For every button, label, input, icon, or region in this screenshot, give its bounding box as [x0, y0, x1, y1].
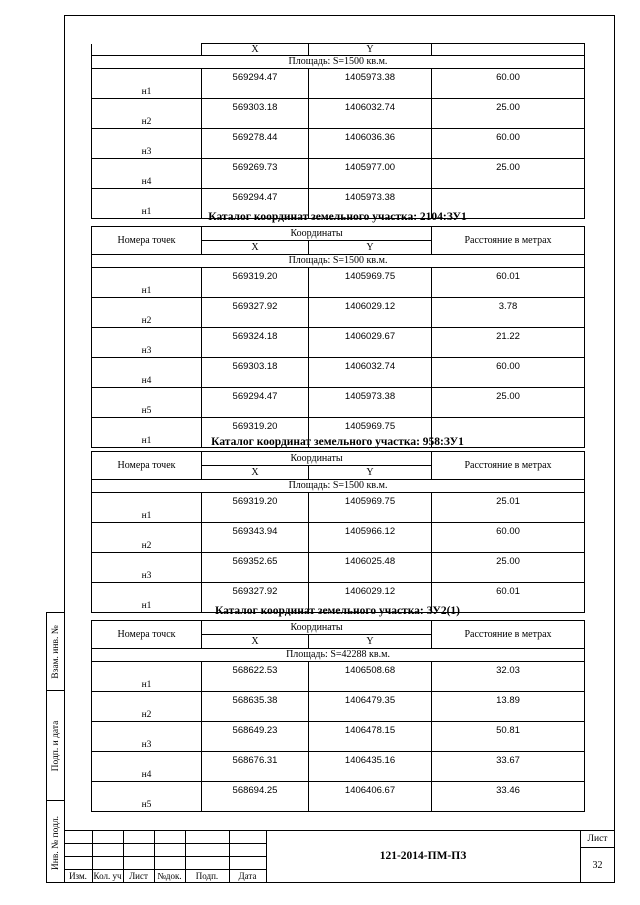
col-x: X [202, 44, 309, 56]
col-distance: Расстояние в метрах [432, 621, 585, 649]
coord-table-continued [91, 43, 585, 219]
table-row [92, 69, 585, 99]
distance-cell: 3.78 [432, 298, 585, 328]
col-y: Y [309, 466, 432, 480]
y-coord-cell: 1406435.16 [309, 752, 432, 782]
x-coord-cell: 568635.38 [202, 692, 309, 722]
col-x: X [202, 466, 309, 480]
point-number-cell: н3 [92, 328, 202, 358]
distance-cell: 33.46 [432, 782, 585, 812]
y-coord-cell: 1406025.48 [309, 553, 432, 583]
col-x: X [202, 241, 309, 255]
point-number-cell: н4 [92, 159, 202, 189]
table-row [92, 298, 585, 328]
table-row [92, 692, 585, 722]
col-coords: Координаты [202, 621, 432, 635]
tb-list: Лист [129, 871, 148, 881]
coord-table [91, 226, 585, 448]
x-coord-cell: 569294.47 [202, 189, 309, 219]
point-number-cell: н1 [92, 493, 202, 523]
point-number-cell: н2 [92, 523, 202, 553]
x-coord-cell: 569319.20 [202, 418, 309, 448]
point-number-cell: н1 [92, 69, 202, 99]
x-coord-cell: 569319.20 [202, 493, 309, 523]
x-coord-cell: 569303.18 [202, 99, 309, 129]
catalog-title: Каталог координат земельного участка: 2104:ЗУ1 [208, 211, 467, 223]
table-row [92, 722, 585, 752]
point-number-cell: н3 [92, 553, 202, 583]
table-row [92, 358, 585, 388]
point-number-cell: н4 [92, 752, 202, 782]
point-number-cell: н3 [92, 722, 202, 752]
distance-cell: 25.00 [432, 99, 585, 129]
empty-cell [92, 44, 202, 56]
distance-cell: 60.00 [432, 358, 585, 388]
col-point-number: Номера точек [92, 452, 202, 480]
empty-cell [432, 44, 585, 56]
y-coord-cell: 1405973.38 [309, 189, 432, 219]
x-coord-cell: 569269.73 [202, 159, 309, 189]
point-number-cell: н2 [92, 692, 202, 722]
tb-izm: Изм. [69, 871, 87, 881]
tb-data: Дата [238, 871, 257, 881]
distance-cell: 32.03 [432, 662, 585, 692]
col-y: Y [309, 44, 432, 56]
distance-cell: 13.89 [432, 692, 585, 722]
x-coord-cell: 569327.92 [202, 583, 309, 613]
distance-cell: 25.00 [432, 553, 585, 583]
y-coord-cell: 1406478.15 [309, 722, 432, 752]
table-row [92, 662, 585, 692]
distance-cell: 25.00 [432, 388, 585, 418]
table-row [92, 782, 585, 812]
x-coord-cell: 569327.92 [202, 298, 309, 328]
x-coord-cell: 569278.44 [202, 129, 309, 159]
side-divider [46, 690, 64, 691]
y-coord-cell: 1406508.68 [309, 662, 432, 692]
x-coord-cell: 568622.53 [202, 662, 309, 692]
y-coord-cell: 1405973.38 [309, 69, 432, 99]
y-coord-cell: 1406032.74 [309, 99, 432, 129]
point-number-cell: н2 [92, 298, 202, 328]
y-coord-cell: 1405969.75 [309, 418, 432, 448]
y-coord-cell: 1406479.35 [309, 692, 432, 722]
x-coord-cell: 569294.47 [202, 69, 309, 99]
point-number-cell: н1 [92, 268, 202, 298]
x-coord-cell: 568676.31 [202, 752, 309, 782]
distance-cell: 60.01 [432, 268, 585, 298]
table-row [92, 129, 585, 159]
x-coord-cell: 569343.94 [202, 523, 309, 553]
point-number-cell: н1 [92, 189, 202, 219]
side-cell-inv-zam: Взам. инв. № [47, 613, 65, 691]
table-row [92, 328, 585, 358]
point-number-cell: н4 [92, 358, 202, 388]
col-coords: Координаты [202, 452, 432, 466]
y-coord-cell: 1405977.00 [309, 159, 432, 189]
x-coord-cell: 568694.25 [202, 782, 309, 812]
y-coord-cell: 1405973.38 [309, 388, 432, 418]
y-coord-cell: 1406029.12 [309, 583, 432, 613]
tb-podp: Подп. [195, 871, 219, 881]
catalog-title: Каталог координат земельного участка: 958:ЗУ1 [211, 436, 464, 448]
point-number-cell: н1 [92, 418, 202, 448]
table-row [92, 493, 585, 523]
point-number-cell: н3 [92, 129, 202, 159]
distance-cell: 60.01 [432, 583, 585, 613]
point-number-cell: н1 [92, 662, 202, 692]
area-row: Площадь: S=1500 кв.м. [92, 255, 585, 268]
table-row [92, 523, 585, 553]
col-point-number: Номера точек [92, 227, 202, 255]
sheet-label: Лист [587, 834, 608, 844]
x-coord-cell: 569303.18 [202, 358, 309, 388]
tb-ndok: №док. [157, 871, 182, 881]
point-number-cell: н1 [92, 583, 202, 613]
area-row: Площадь: S=42288 кв.м. [92, 649, 585, 662]
distance-cell: 21.22 [432, 328, 585, 358]
y-coord-cell: 1406406.67 [309, 782, 432, 812]
distance-cell: 50.81 [432, 722, 585, 752]
col-point-number: Номера точск [92, 621, 202, 649]
x-coord-cell: 569324.18 [202, 328, 309, 358]
col-coords: Координаты [202, 227, 432, 241]
x-coord-cell: 569294.47 [202, 388, 309, 418]
side-stamp [46, 612, 64, 883]
y-coord-cell: 1406036.36 [309, 129, 432, 159]
area-row: Площадь: S=1500 кв.м. [92, 480, 585, 493]
point-number-cell: н5 [92, 782, 202, 812]
distance-cell: 60.00 [432, 523, 585, 553]
point-number-cell: н2 [92, 99, 202, 129]
y-coord-cell: 1405969.75 [309, 268, 432, 298]
area-row: Площадь: S=1500 кв.м. [92, 56, 585, 69]
tb-kol-uch: Кол. уч [93, 871, 122, 881]
col-x: X [202, 635, 309, 649]
distance-cell: 33.67 [432, 752, 585, 782]
table-row [92, 159, 585, 189]
y-coord-cell: 1406029.12 [309, 298, 432, 328]
col-y: Y [309, 241, 432, 255]
distance-cell: 25.00 [432, 159, 585, 189]
x-coord-cell: 569319.20 [202, 268, 309, 298]
coord-table [91, 451, 585, 613]
table-row [92, 752, 585, 782]
distance-cell: 60.00 [432, 129, 585, 159]
side-cell-inv-podl: Инв. № подл. [51, 815, 61, 870]
catalog-title: Каталог координат земельного участка: ЗУ2(1) [214, 605, 460, 617]
y-coord-cell: 1406029.67 [309, 328, 432, 358]
y-coord-cell: 1405969.75 [309, 493, 432, 523]
x-coord-cell: 568649.23 [202, 722, 309, 752]
table-row [92, 99, 585, 129]
side-cell-podp-data: Подп. и дата [47, 691, 65, 801]
table-row [92, 388, 585, 418]
sheet-number: 32 [592, 860, 603, 871]
table-row [92, 553, 585, 583]
x-coord-cell: 569352.65 [202, 553, 309, 583]
document-code: 121-2014-ПМ-ПЗ [379, 850, 467, 862]
coord-table [91, 620, 585, 812]
col-distance: Расстояние в метрах [432, 227, 585, 255]
col-y: Y [309, 635, 432, 649]
table-row [92, 268, 585, 298]
y-coord-cell: 1406032.74 [309, 358, 432, 388]
point-number-cell: н5 [92, 388, 202, 418]
distance-cell: 60.00 [432, 69, 585, 99]
col-distance: Расстояние в метрах [432, 452, 585, 480]
distance-cell: 25.01 [432, 493, 585, 523]
y-coord-cell: 1405966.12 [309, 523, 432, 553]
